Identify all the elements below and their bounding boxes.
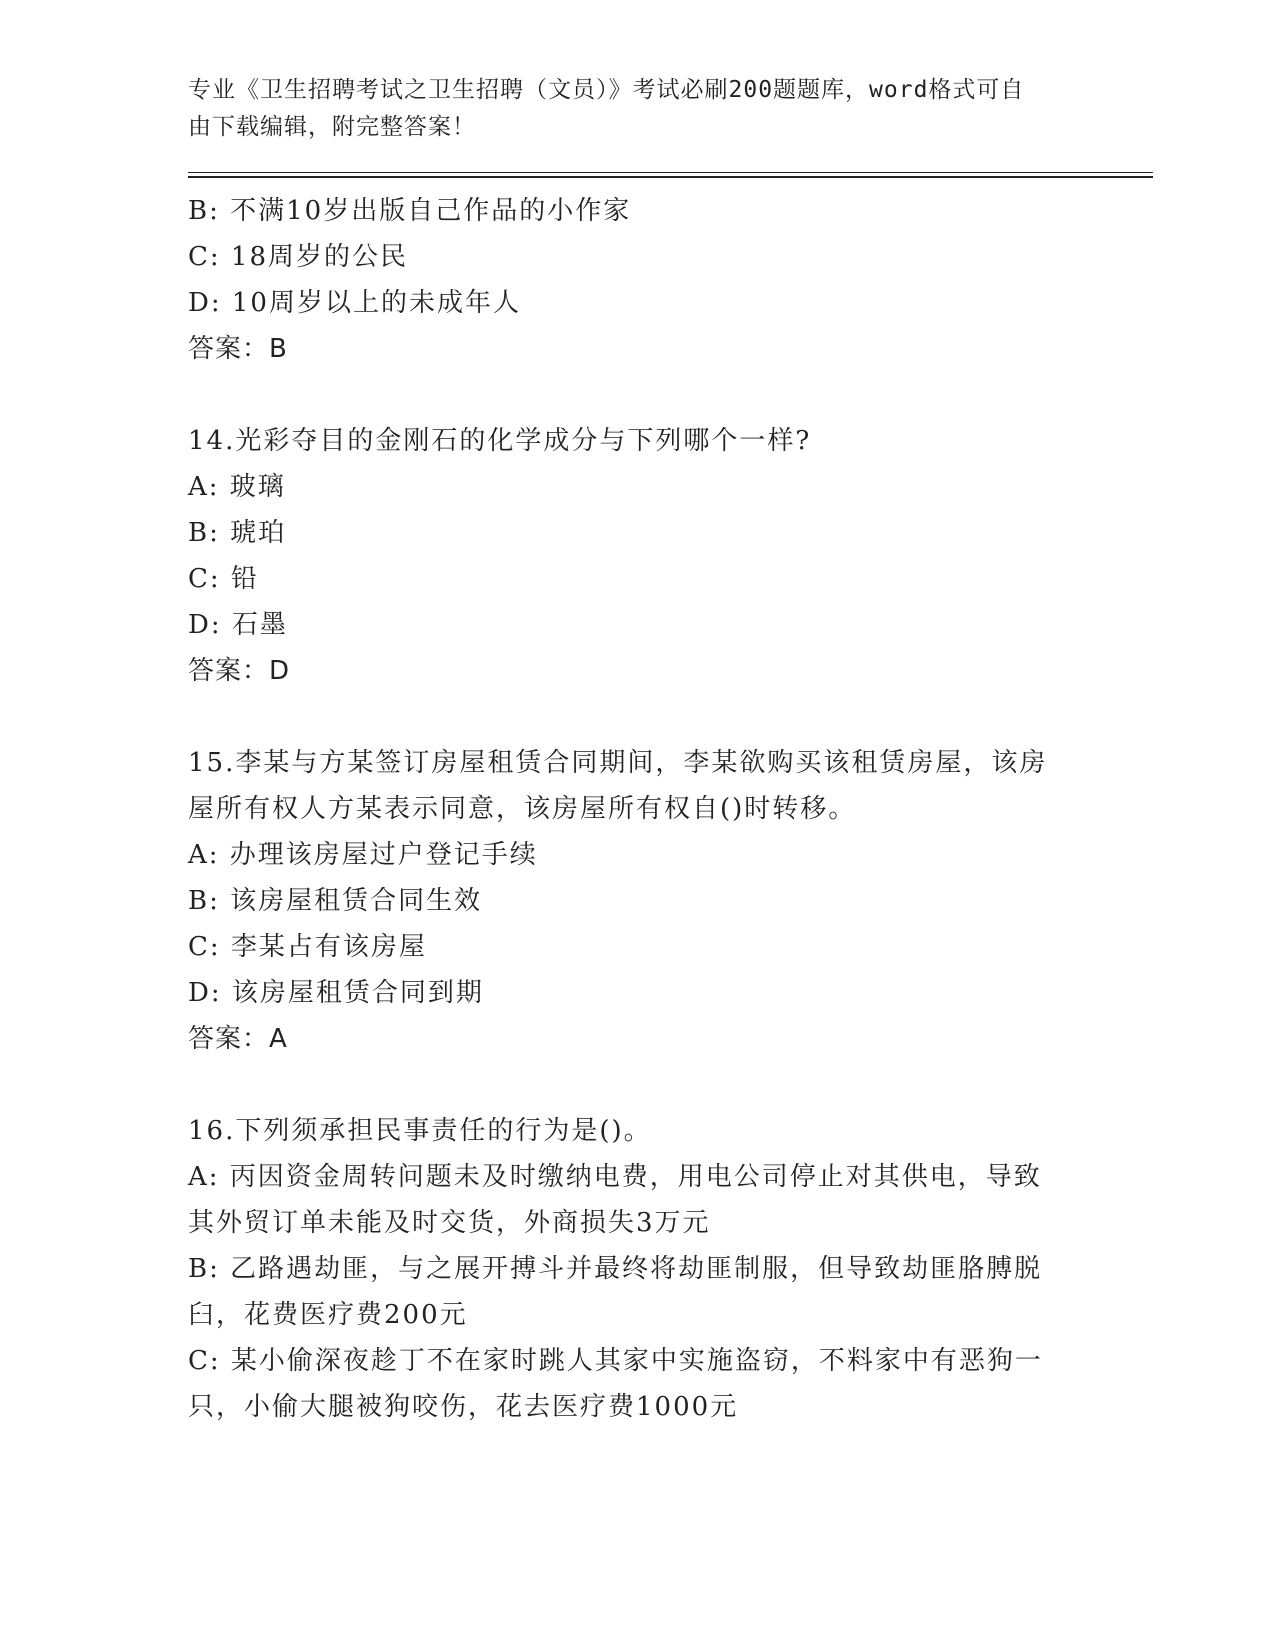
option-a: A: 玻璃 (188, 472, 286, 502)
option-a-line-1: A: 丙因资金周转问题未及时缴纳电费，用电公司停止对其供电，导致 (188, 1162, 1042, 1192)
question-stem-line-2: 屋所有权人方某表示同意，该房屋所有权自()时转移。 (188, 794, 857, 824)
option-c-line-1: C: 某小偷深夜趁丁不在家时跳人其家中实施盗窃，不料家中有恶狗一 (188, 1346, 1043, 1376)
option-c: C: 铅 (188, 564, 259, 594)
option-b: B: 该房屋租赁合同生效 (188, 886, 483, 916)
header-line-2: 由下载编辑，附完整答案！ (188, 114, 476, 140)
question-content (188, 188, 1088, 1430)
option-c-line-2: 只，小偷大腿被狗咬伤，花去医疗费1000元 (188, 1392, 739, 1422)
question-stem: 16.下列须承担民事责任的行为是()。 (188, 1116, 652, 1146)
question-13 (188, 188, 1088, 372)
option-d: D: 该房屋租赁合同到期 (188, 978, 484, 1008)
option-b-line-1: B: 乙路遇劫匪，与之展开搏斗并最终将劫匪制服，但导致劫匪胳膊脱 (188, 1254, 1043, 1284)
option-d: D: 石墨 (188, 610, 288, 640)
option-c: C: 18周岁的公民 (188, 242, 409, 272)
answer: 答案：A (188, 1024, 288, 1054)
option-b: B: 琥珀 (188, 518, 287, 548)
answer: 答案：B (188, 334, 288, 364)
answer: 答案：D (188, 656, 291, 686)
question-stem: 14.光彩夺目的金刚石的化学成分与下列哪个一样? (188, 426, 812, 456)
question-stem-line-1: 15.李某与方某签订房屋租赁合同期间，李某欲购买该租赁房屋，该房 (188, 748, 1048, 778)
document-header (188, 72, 1088, 146)
question-15 (188, 740, 1088, 1062)
option-a: A: 办理该房屋过户登记手续 (188, 840, 538, 870)
header-rule-thin (188, 172, 1153, 173)
option-b-line-2: 臼，花费医疗费200元 (188, 1300, 468, 1330)
question-14 (188, 418, 1088, 694)
option-b: B: 不满10岁出版自己作品的小作家 (188, 196, 632, 226)
option-d: D: 10周岁以上的未成年人 (188, 288, 521, 318)
option-a-line-2: 其外贸订单未能及时交货，外商损失3万元 (188, 1208, 711, 1238)
option-c: C: 李某占有该房屋 (188, 932, 427, 962)
question-16 (188, 1108, 1088, 1430)
header-rule-thick (188, 176, 1153, 178)
header-line-1: 专业《卫生招聘考试之卫生招聘（文员）》考试必刷200题题库，word格式可自 (188, 77, 1025, 103)
